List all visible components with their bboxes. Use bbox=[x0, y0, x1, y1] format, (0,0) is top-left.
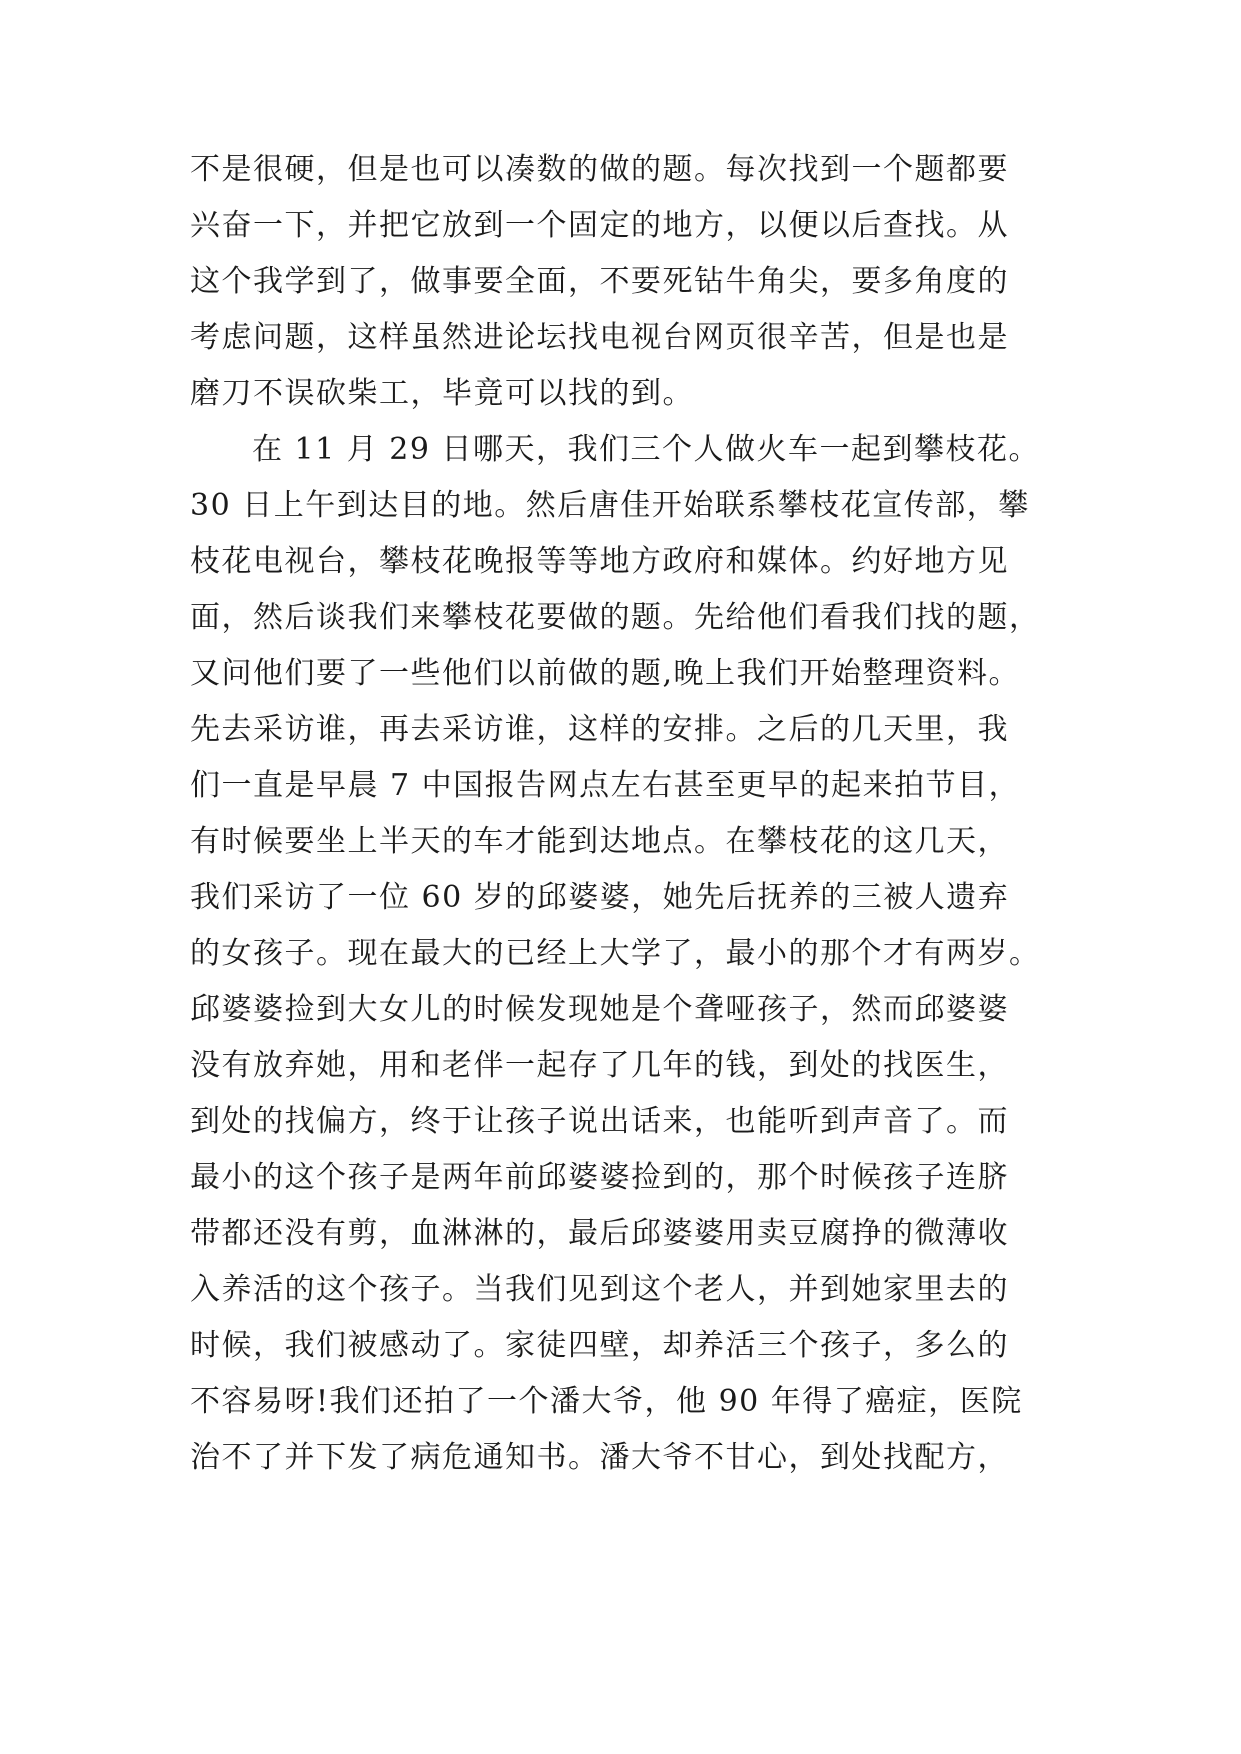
text-line: 带都还没有剪，血淋淋的，最后邱婆婆用卖豆腐挣的微薄收 bbox=[190, 1216, 1009, 1251]
text-line: 们一直是早晨 7 中国报告网点左右甚至更早的起来拍节目， bbox=[190, 768, 1021, 803]
text-line: 兴奋一下，并把它放到一个固定的地方，以便以后查找。从 bbox=[190, 208, 1009, 243]
text-line: 不容易呀!我们还拍了一个潘大爷，他 90 年得了癌症，医院 bbox=[190, 1384, 1023, 1419]
text-line: 没有放弃她，用和老伴一起存了几年的钱，到处的找医生， bbox=[190, 1048, 1009, 1083]
text-line: 枝花电视台，攀枝花晚报等等地方政府和媒体。约好地方见 bbox=[190, 544, 1009, 579]
text-line: 这个我学到了，做事要全面，不要死钻牛角尖，要多角度的 bbox=[190, 264, 1009, 299]
text-line: 的女孩子。现在最大的已经上大学了，最小的那个才有两岁。 bbox=[190, 936, 1041, 971]
text-line: 考虑问题，这样虽然进论坛找电视台网页很辛苦，但是也是 bbox=[190, 320, 1009, 355]
text-line: 时候，我们被感动了。家徒四壁，却养活三个孩子，多么的 bbox=[190, 1328, 1009, 1363]
text-line: 在 11 月 29 日哪天，我们三个人做火车一起到攀枝花。 bbox=[252, 432, 1040, 467]
text-line: 30 日上午到达目的地。然后唐佳开始联系攀枝花宣传部，攀 bbox=[190, 488, 1030, 523]
text-line: 邱婆婆捡到大女儿的时候发现她是个聋哑孩子，然而邱婆婆 bbox=[190, 992, 1009, 1027]
text-line: 最小的这个孩子是两年前邱婆婆捡到的，那个时候孩子连脐 bbox=[190, 1160, 1009, 1195]
text-line: 先去采访谁，再去采访谁，这样的安排。之后的几天里，我 bbox=[190, 712, 1009, 747]
text-line: 入养活的这个孩子。当我们见到这个老人，并到她家里去的 bbox=[190, 1272, 1009, 1307]
text-line: 磨刀不误砍柴工，毕竟可以找的到。 bbox=[190, 376, 694, 411]
text-line: 到处的找偏方，终于让孩子说出话来，也能听到声音了。而 bbox=[190, 1104, 1009, 1139]
text-line: 又问他们要了一些他们以前做的题,晚上我们开始整理资料。 bbox=[190, 656, 1021, 691]
text-line: 治不了并下发了病危通知书。潘大爷不甘心，到处找配方， bbox=[190, 1440, 1009, 1475]
text-line: 面，然后谈我们来攀枝花要做的题。先给他们看我们找的题， bbox=[190, 600, 1041, 635]
text-line: 我们采访了一位 60 岁的邱婆婆，她先后抚养的三被人遗弃 bbox=[190, 880, 1010, 915]
text-line: 有时候要坐上半天的车才能到达地点。在攀枝花的这几天， bbox=[190, 824, 1009, 859]
text-line: 不是很硬，但是也可以凑数的做的题。每次找到一个题都要 bbox=[190, 152, 1009, 187]
